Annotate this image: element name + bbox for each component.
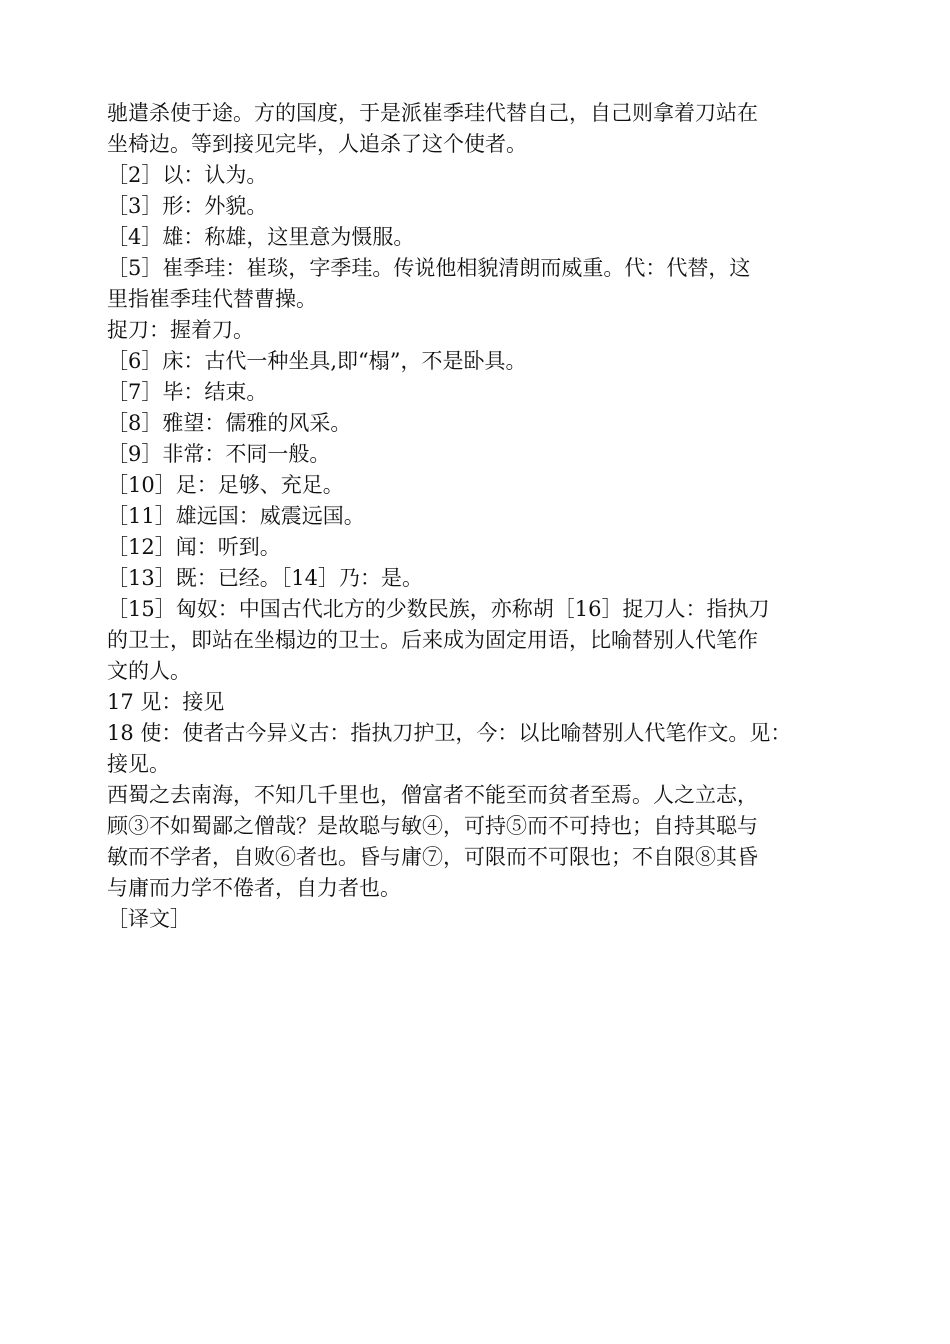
footnote-line: ［10］足：足够、充足。: [107, 473, 344, 497]
footnote-line: ［12］闻：听到。: [107, 535, 281, 559]
passage-line: 西蜀之去南海，不知几千里也，僧富者不能至而贫者至焉。人之立志，: [107, 783, 758, 807]
footnote-line: 接见。: [107, 752, 170, 776]
passage-line: 与庸而力学不倦者，自力者也。: [107, 876, 401, 900]
footnote-line: ［5］崔季珪：崔琰，字季珪。传说他相貌清朗而威重。代：代替，这: [107, 256, 751, 280]
footnote-line: 的卫士，即站在坐榻边的卫士。后来成为固定用语，比喻替别人代笔作: [107, 628, 758, 652]
footnote-line: ［13］既：已经。［14］乃：是。: [107, 566, 423, 590]
footnote-line: ［8］雅望：儒雅的风采。: [107, 411, 352, 435]
footnote-line: 18 使：使者古今异义古：指执刀护卫，今：以比喻替别人代笔作文。见：: [107, 721, 792, 745]
document-body: [107, 98, 847, 935]
footnote-line: 17 见：接见: [107, 690, 225, 714]
text-line: 驰遣杀使于途。方的国度，于是派崔季珪代替自己，自己则拿着刀站在: [107, 101, 758, 125]
footnote-line: ［3］形：外貌。: [107, 194, 268, 218]
footnote-line: ［6］床：古代一种坐具,即“榻”，不是卧具。: [107, 349, 527, 373]
footnote-line: 文的人。: [107, 659, 191, 683]
footnote-line: 里指崔季珪代替曹操。: [107, 287, 317, 311]
text-line: 坐椅边。等到接见完毕，人追杀了这个使者。: [107, 132, 527, 156]
footnote-line: ［15］匈奴：中国古代北方的少数民族，亦称胡［16］捉刀人：指执刀: [107, 597, 770, 621]
footnote-line: ［2］以：认为。: [107, 163, 268, 187]
footnote-line: ［7］毕：结束。: [107, 380, 268, 404]
footnote-line: 捉刀：握着刀。: [107, 318, 254, 342]
translation-heading: ［译文］: [107, 907, 191, 931]
footnote-line: ［9］非常：不同一般。: [107, 442, 331, 466]
passage-line: 顾③不如蜀鄙之僧哉？是故聪与敏④，可持⑤而不可持也；自持其聪与: [107, 814, 758, 838]
footnote-line: ［11］雄远国：威震远国。: [107, 504, 365, 528]
footnote-line: ［4］雄：称雄，这里意为慑服。: [107, 225, 415, 249]
passage-line: 敏而不学者，自败⑥者也。昏与庸⑦，可限而不可限也；不自限⑧其昏: [107, 845, 758, 869]
